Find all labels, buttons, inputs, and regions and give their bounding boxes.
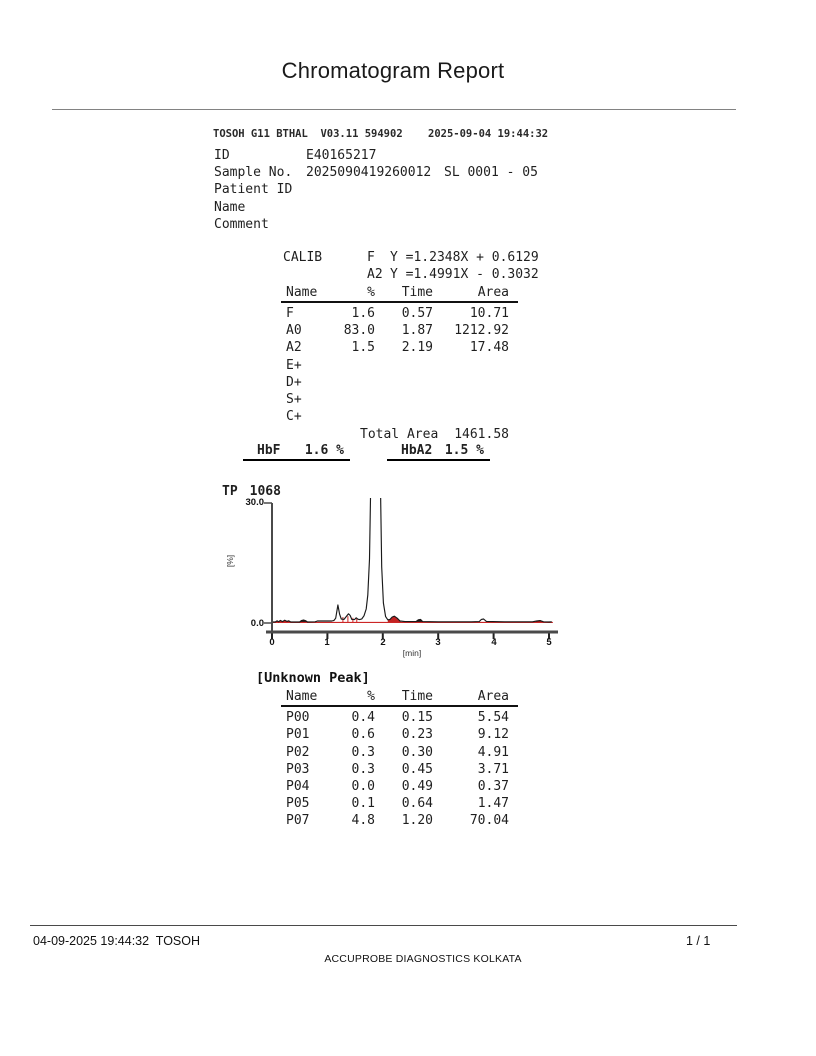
col-header-time: Time <box>401 689 433 704</box>
cell-area: 5.54 <box>477 710 509 726</box>
cell-area: 17.48 <box>469 340 509 356</box>
field-row-id <box>214 147 574 164</box>
cell-time: 0.49 <box>401 778 433 794</box>
table-row <box>283 408 523 425</box>
tp-value: 1068 <box>249 484 281 499</box>
cell-pct: 83.0 <box>343 323 375 339</box>
cell-time: 0.45 <box>401 761 433 777</box>
cell-name: P00 <box>286 710 310 726</box>
cell-name: P01 <box>286 727 310 743</box>
table-row <box>283 726 523 743</box>
table-row <box>283 322 523 339</box>
cell-time: 1.87 <box>401 323 433 339</box>
unknown-table-header <box>283 688 523 705</box>
cell-time: 2.19 <box>401 340 433 356</box>
calibration-section <box>283 249 539 443</box>
cell-name: F <box>286 305 294 321</box>
field-row-sample-no <box>214 164 574 181</box>
field-value: E40165217 <box>306 148 377 163</box>
cell-area: 10.71 <box>469 305 509 321</box>
cell-area: 1.47 <box>477 796 509 812</box>
cell-area: 0.37 <box>477 778 509 794</box>
cell-time: 0.64 <box>401 796 433 812</box>
hbf-value: 1.6 % <box>304 443 344 458</box>
col-header-name: Name <box>286 689 318 704</box>
cell-time: 0.57 <box>401 305 433 321</box>
total-area-row <box>283 426 523 443</box>
cell-name: D+ <box>286 374 302 390</box>
cell-area: 3.71 <box>477 761 509 777</box>
hbf-label: HbF <box>257 443 281 458</box>
cell-name: P02 <box>286 744 310 760</box>
chromatogram-plot <box>240 498 570 660</box>
field-label: Name <box>214 199 246 215</box>
cell-pct: 0.0 <box>351 778 375 794</box>
cell-pct: 1.5 <box>351 340 375 356</box>
sample-info-block <box>214 147 574 233</box>
field-extra: SL 0001 - 05 <box>444 165 538 181</box>
table-row <box>283 778 523 795</box>
footer-page-number: 1 / 1 <box>686 934 711 948</box>
x-tick-label: 5 <box>546 637 552 648</box>
x-tick-label: 1 <box>324 637 330 648</box>
cell-name: S+ <box>286 391 302 407</box>
cell-name: A2 <box>286 340 302 356</box>
hbf-result <box>243 443 350 461</box>
y-axis-title: [%] <box>225 554 236 568</box>
cell-pct: 1.6 <box>351 305 375 321</box>
calib-label: CALIB <box>283 250 323 265</box>
col-header-area: Area <box>477 689 509 704</box>
calib-equation-f <box>283 249 539 266</box>
table-row <box>283 795 523 812</box>
table-row <box>283 761 523 778</box>
x-tick-label: 0 <box>269 637 275 648</box>
field-label: Patient ID <box>214 182 293 198</box>
cell-name: P04 <box>286 778 310 794</box>
field-label: ID <box>214 148 230 163</box>
footer-lab-name: ACCUPROBE DIAGNOSTICS KOLKATA <box>324 953 522 965</box>
hba2-value: 1.5 % <box>444 443 484 458</box>
cell-name: E+ <box>286 357 302 373</box>
unknown-peak-table <box>283 688 523 830</box>
cell-area: 70.04 <box>469 813 509 829</box>
table-row <box>283 374 523 391</box>
field-label: Sample No. <box>214 165 293 181</box>
cell-pct: 0.4 <box>351 710 375 726</box>
table-row <box>283 339 523 356</box>
hba2-result <box>387 443 490 461</box>
calib-eq-var: A2 <box>367 267 383 283</box>
field-label: Comment <box>214 216 269 232</box>
table-row <box>283 744 523 761</box>
device-info-line <box>213 128 573 140</box>
report-datetime: 2025-09-04 19:44:32 <box>428 128 549 140</box>
col-header-pct: % <box>367 689 375 704</box>
calib-equation-a2 <box>283 266 539 283</box>
page-title: Chromatogram Report <box>281 58 505 83</box>
cell-time: 1.20 <box>401 813 433 829</box>
cell-pct: 4.8 <box>351 813 375 829</box>
footer-datetime-device: 04-09-2025 19:44:32 TOSOH <box>33 934 201 948</box>
calib-table-header <box>283 284 523 301</box>
table-row <box>283 391 523 408</box>
device-model-text: TOSOH G11 BTHAL V03.11 594902 <box>213 128 403 140</box>
y-axis-min-label: 0.0 <box>250 618 264 629</box>
total-area-value: 1461.58 <box>454 427 509 443</box>
cell-name: C+ <box>286 409 302 425</box>
x-axis-title: [min] <box>402 648 422 658</box>
footer-divider <box>30 925 737 926</box>
tp-label: TP <box>222 484 238 499</box>
cell-pct: 0.1 <box>351 796 375 812</box>
field-row-patient-id <box>214 181 574 198</box>
hba2-label: HbA2 <box>401 443 433 458</box>
cell-pct: 0.3 <box>351 744 375 760</box>
table-row <box>283 357 523 374</box>
x-tick-label: 3 <box>435 637 441 648</box>
cell-name: P03 <box>286 761 310 777</box>
cell-name: P05 <box>286 796 310 812</box>
col-header-time: Time <box>401 284 433 300</box>
field-row-comment <box>214 216 574 233</box>
unknown-peak-title: [Unknown Peak] <box>256 670 370 686</box>
cell-name: A0 <box>286 323 302 339</box>
calib-eq-text: Y =1.4991X - 0.3032 <box>390 267 539 283</box>
table-row <box>283 305 523 322</box>
cell-area: 1212.92 <box>454 323 509 339</box>
total-area-label: Total Area <box>360 427 439 443</box>
cell-time: 0.23 <box>401 727 433 743</box>
cell-time: 0.15 <box>401 710 433 726</box>
x-tick-label: 4 <box>491 637 497 648</box>
cell-area: 9.12 <box>477 727 509 743</box>
col-header-name: Name <box>286 284 318 300</box>
field-row-name <box>214 199 574 216</box>
calib-eq-text: Y =1.2348X + 0.6129 <box>390 250 539 265</box>
cell-name: P07 <box>286 813 310 829</box>
cell-pct: 0.6 <box>351 727 375 743</box>
calib-eq-var: F <box>367 250 375 265</box>
table-row <box>283 709 523 726</box>
cell-area: 4.91 <box>477 744 509 760</box>
cell-pct: 0.3 <box>351 761 375 777</box>
cell-time: 0.30 <box>401 744 433 760</box>
table-row <box>283 812 523 829</box>
y-axis-max-label: 30.0 <box>245 497 264 508</box>
field-value: 2025090419260012 <box>306 165 432 181</box>
x-tick-label: 2 <box>380 637 386 648</box>
col-header-pct: % <box>367 284 375 300</box>
title-divider <box>52 109 736 110</box>
col-header-area: Area <box>477 284 509 300</box>
